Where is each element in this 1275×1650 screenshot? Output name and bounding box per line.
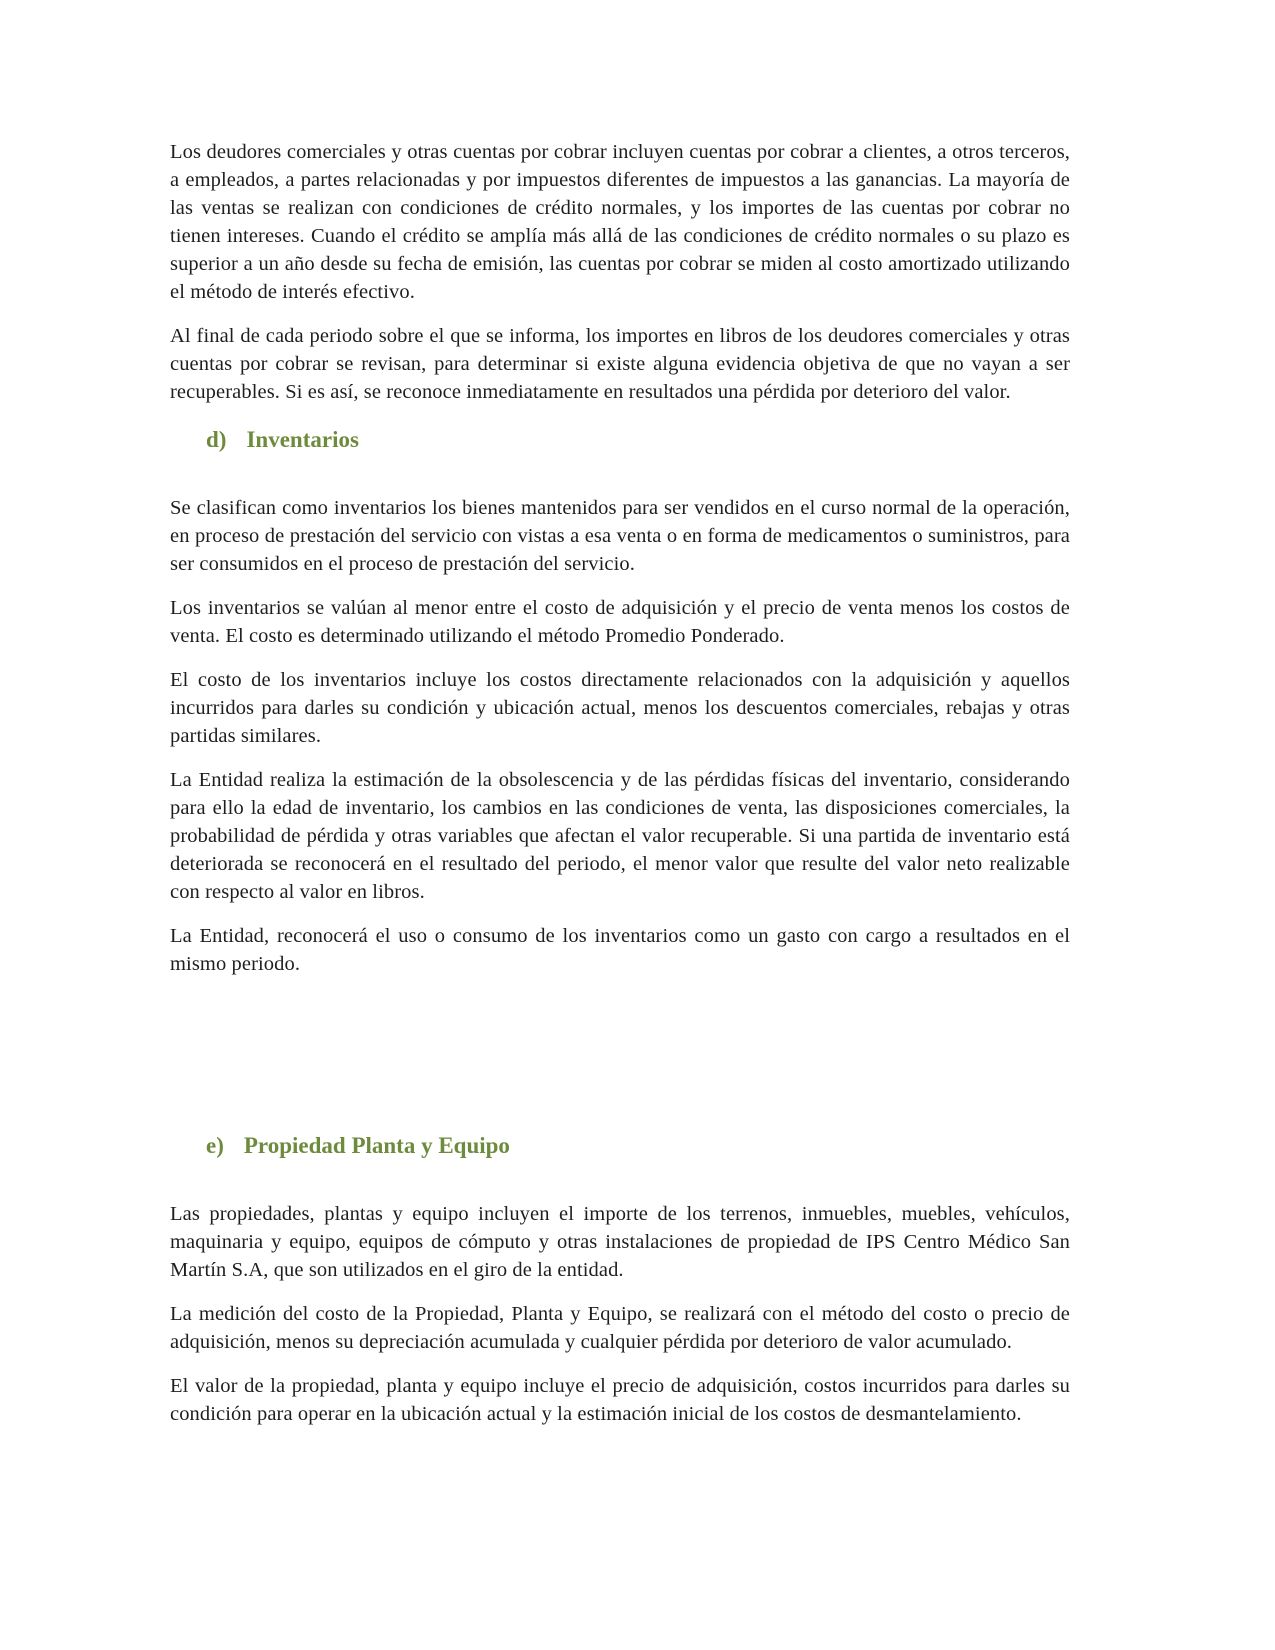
section-heading-inventarios — [170, 426, 1070, 454]
paragraph-clasificacion-inventarios: Se clasifican como inventarios los bienes mantenidos para ser vendidos en el curso normal de la operación, en proceso de prestación del servicio con vistas a esa venta o en forma de medicamentos o suministros, para ser consumidos en el proceso de prestación del servicio. — [170, 497, 1070, 575]
paragraph-valor-propiedad: El valor de la propiedad, planta y equipo incluye el precio de adquisición, costos incurridos para darles su condición para operar en la ubicación actual y la estimación inicial de los costos de desmantelamiento. — [170, 1375, 1070, 1425]
paragraph-valuacion-inventarios: Los inventarios se valúan al menor entre el costo de adquisición y el precio de venta menos los costos de venta. El costo es determinado utilizando el método Promedio Ponderado. — [170, 597, 1070, 647]
vertical-whitespace — [170, 994, 1070, 1112]
section-letter-d: d) — [206, 427, 227, 452]
section-heading-propiedad-planta-equipo — [170, 1132, 1070, 1160]
paragraph-costo-inventarios: El costo de los inventarios incluye los costos directamente relacionados con la adquisición y aquellos incurridos para darles su condición y ubicación actual, menos los descuentos comerciales, rebajas y otras partidas similares. — [170, 669, 1070, 747]
paragraph-uso-consumo-inventarios: La Entidad, reconocerá el uso o consumo de los inventarios como un gasto con cargo a resultados en el mismo periodo. — [170, 925, 1070, 975]
paragraph-alcance-propiedades: Las propiedades, plantas y equipo incluyen el importe de los terrenos, inmuebles, muebles, vehículos, maquinaria y equipo, equipos de cómputo y otras instalaciones de propiedad de IPS Centro Médico San Martín S.A, que son utilizados en el giro de la entidad. — [170, 1203, 1070, 1281]
paragraph-deudores-comerciales: Los deudores comerciales y otras cuentas por cobrar incluyen cuentas por cobrar a clientes, a otros terceros, a empleados, a partes relacionadas y por impuestos diferentes de impuestos a las ganancias. La mayoría de las ventas se realizan con condiciones de crédito normales, y los importes de las cuentas por cobrar no tienen intereses. Cuando el crédito se amplía más allá de las condiciones de crédito normales o su plazo es superior a un año desde su fecha de emisión, las cuentas por cobrar se miden al costo amortizado utilizando el método de interés efectivo. — [170, 141, 1070, 303]
paragraph-revision-periodo: Al final de cada periodo sobre el que se informa, los importes en libros de los deudores comerciales y otras cuentas por cobrar se revisan, para determinar si existe alguna evidencia objetiva de que no vayan a ser recuperables. Si es así, se reconoce inmediatamente en resultados una pérdida por deterioro del valor. — [170, 325, 1070, 403]
paragraph-medicion-costo: La medición del costo de la Propiedad, Planta y Equipo, se realizará con el método del costo o precio de adquisición, menos su depreciación acumulada y cualquier pérdida por deterioro de valor acumulado. — [170, 1303, 1070, 1353]
section-title-propiedad-planta-equipo: Propiedad Planta y Equipo — [243, 1133, 510, 1158]
paragraph-estimacion-obsolescencia: La Entidad realiza la estimación de la obsolescencia y de las pérdidas físicas del inventario, considerando para ello la edad de inventario, los cambios en las condiciones de venta, las disposiciones comerciales, la probabilidad de pérdida y otras variables que afectan el valor recuperable. Si una partida de inventario está deteriorada se reconocerá en el resultado del periodo, el menor valor que resulte del valor neto realizable con respecto al valor en libros. — [170, 769, 1070, 903]
section-letter-e: e) — [206, 1133, 224, 1158]
section-title-inventarios: Inventarios — [246, 427, 359, 452]
